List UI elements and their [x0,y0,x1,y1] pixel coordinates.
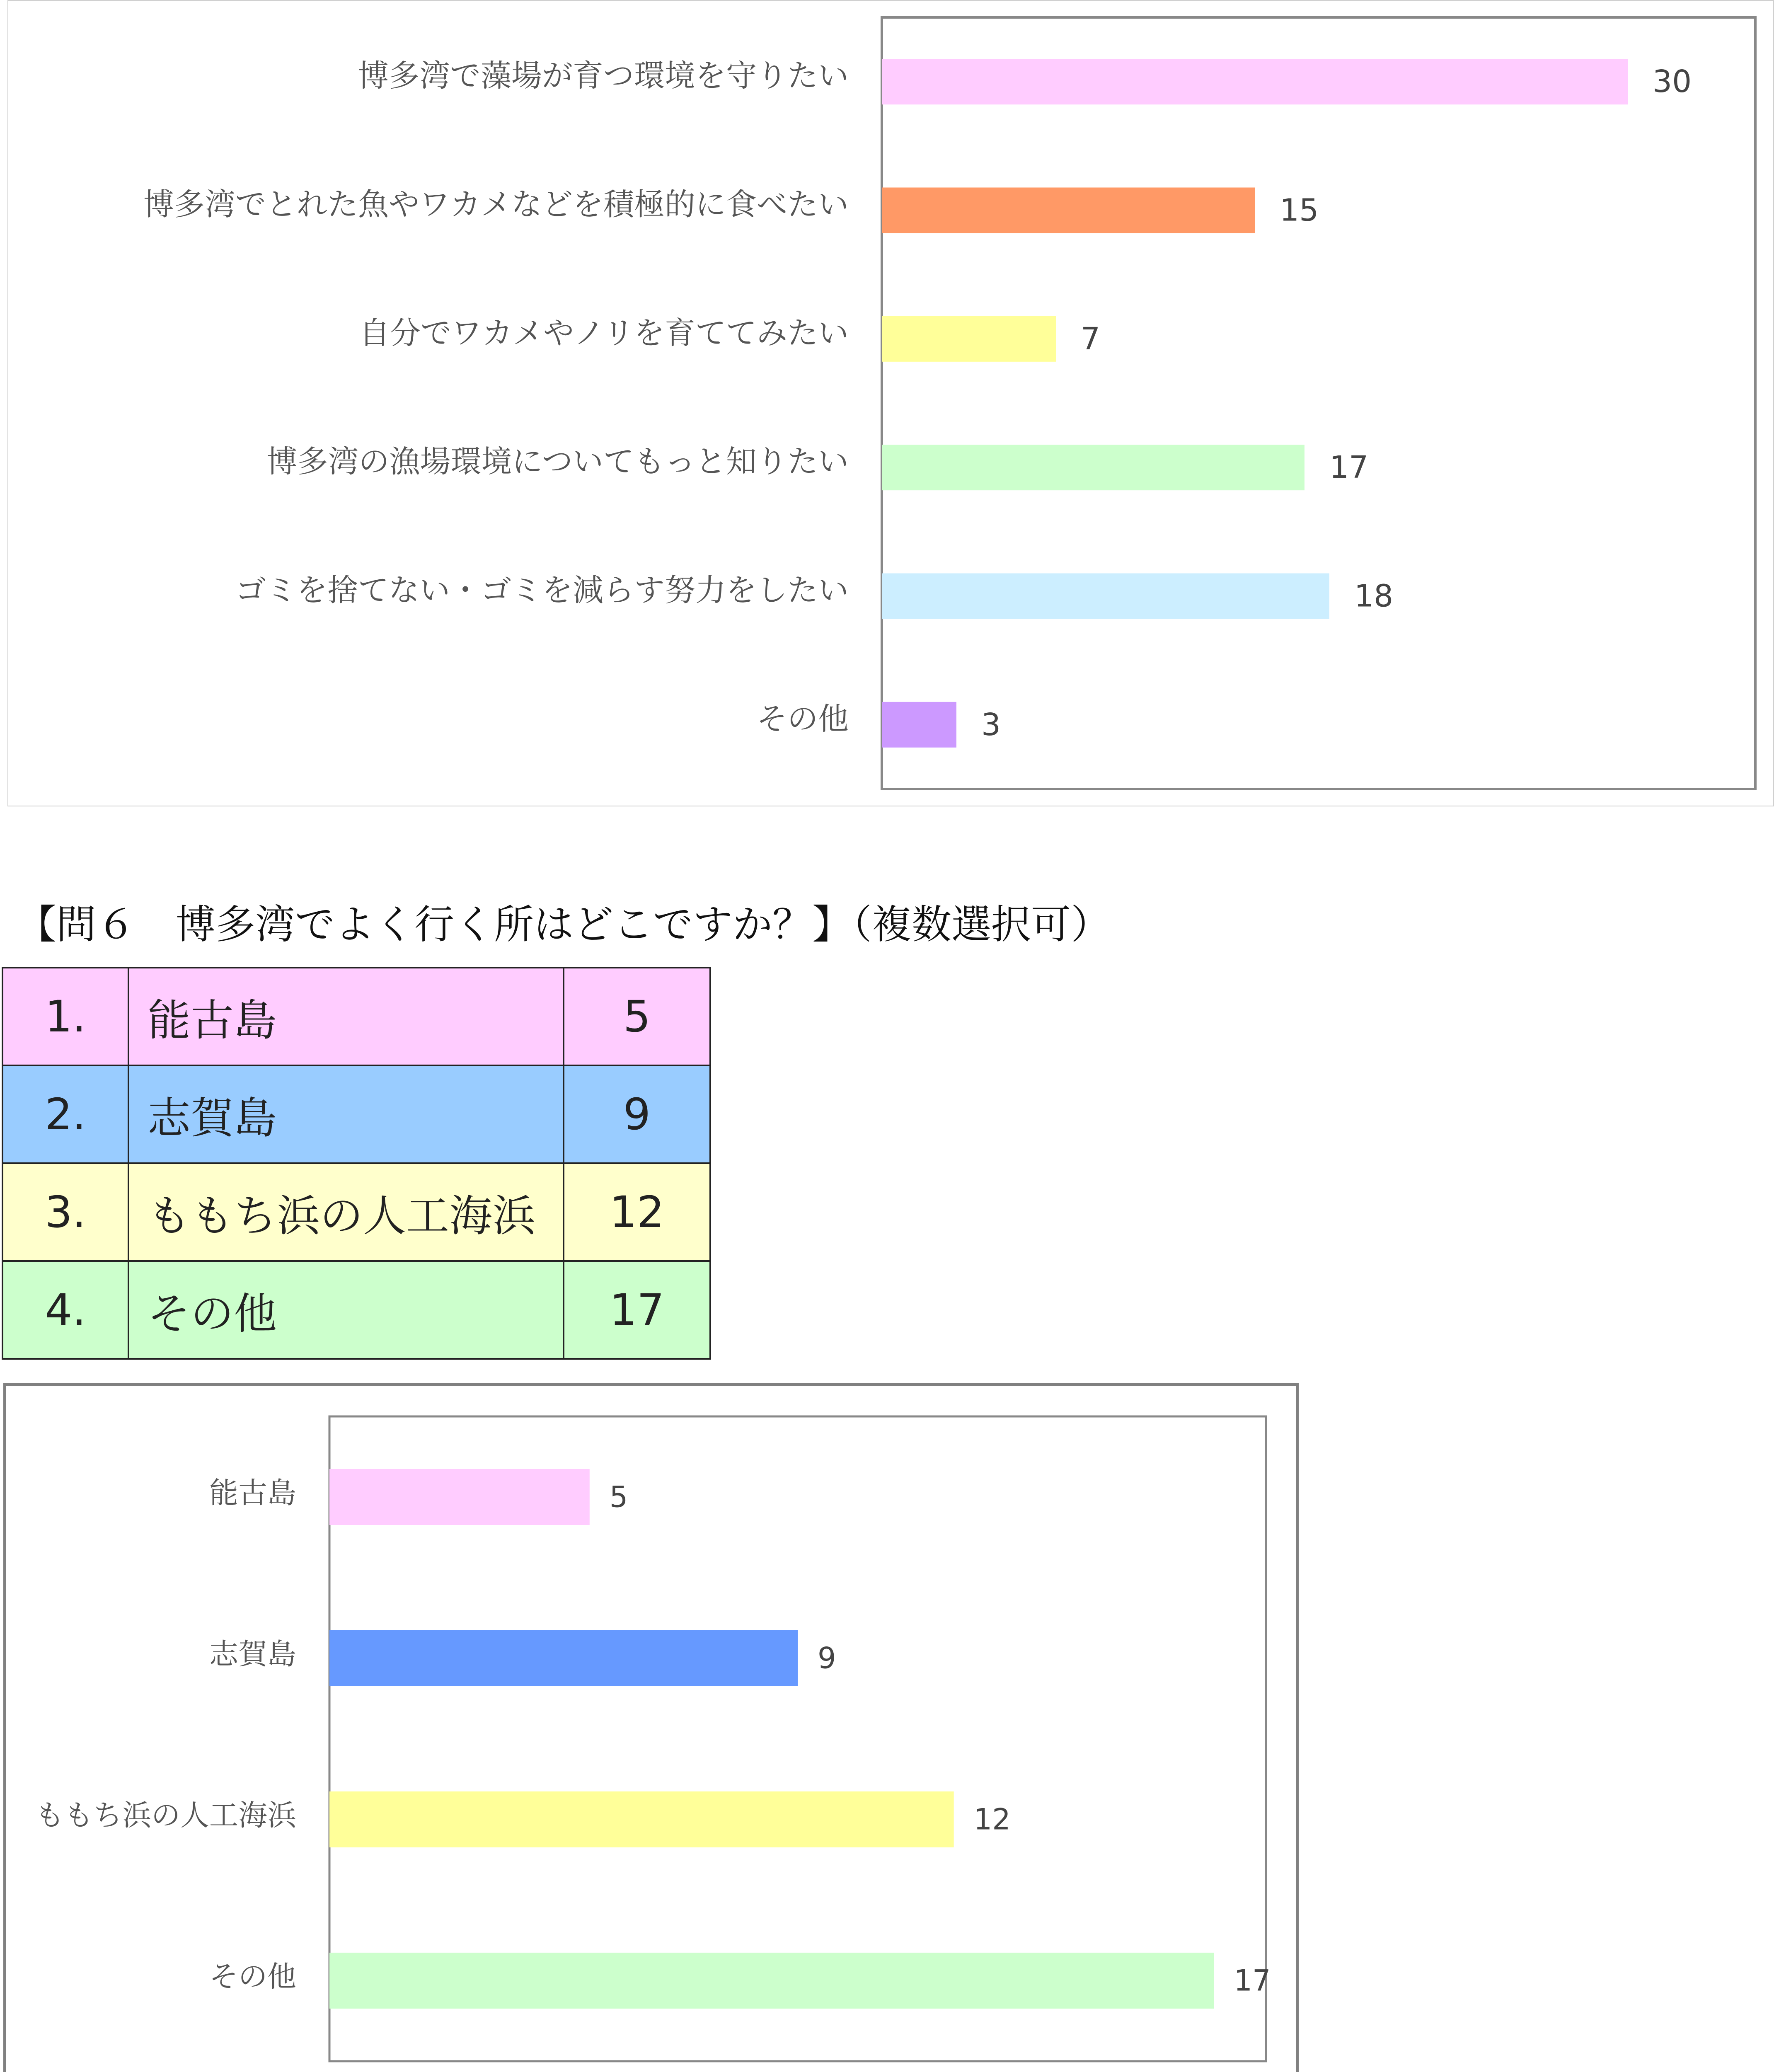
data-label-lower-2: 12 [973,1802,1011,1837]
bar-upper-3 [882,445,1304,490]
chart-upper-plot-area [882,17,1755,789]
row-name: 能古島 [128,968,564,1065]
category-label-upper-1: 博多湾でとれた魚やワカメなどを積極的に食べたい [143,186,849,223]
row-count: 17 [564,1261,710,1359]
category-label-upper-0: 博多湾で藻場が育つ環境を守りたい [358,58,849,94]
row-name: 志賀島 [128,1065,564,1163]
table-row [2,1065,710,1163]
table-row [2,968,710,1065]
category-label-lower-3: その他 [209,1959,296,1994]
chart-lower [3,1383,1299,2072]
data-label-lower-0: 5 [609,1480,628,1514]
bar-upper-0 [882,59,1628,104]
bar-upper-2 [882,316,1056,362]
table-row [2,1163,710,1261]
chart-upper [7,0,1774,806]
category-label-upper-2: 自分でワカメやノリを育ててみたい [359,315,849,351]
data-label-upper-4: 18 [1354,578,1394,614]
bar-lower-1 [329,1630,798,1686]
bar-lower-3 [329,1953,1214,2009]
bar-upper-4 [882,574,1329,619]
data-label-upper-2: 7 [1081,321,1101,357]
bar-upper-5 [882,702,956,748]
data-label-upper-5: 3 [981,707,1001,743]
category-label-upper-5: その他 [757,701,849,737]
data-label-lower-3: 17 [1234,1963,1271,1998]
row-count: 5 [564,968,710,1065]
row-name: ももち浜の人工海浜 [128,1163,564,1261]
question-6-heading: 【問６ 博多湾でよく行く所はどこですか？】（複数選択可） [17,901,1111,948]
row-count: 12 [564,1163,710,1261]
row-number: 4. [2,1261,128,1359]
category-label-upper-4: ゴミを捨てない・ゴミを減らす努力をしたい [235,572,849,608]
data-label-upper-3: 17 [1329,450,1369,486]
data-label-upper-0: 30 [1653,64,1692,100]
table-row [2,1261,710,1359]
bar-lower-2 [329,1791,954,1847]
data-label-lower-1: 9 [818,1641,836,1675]
row-number: 1. [2,968,128,1065]
bar-upper-1 [882,188,1255,233]
bar-lower-0 [329,1469,590,1525]
row-name: その他 [128,1261,564,1359]
row-count: 9 [564,1065,710,1163]
category-label-lower-1: 志賀島 [209,1637,296,1671]
category-label-upper-3: 博多湾の漁場環境についてもっと知りたい [266,444,849,480]
category-label-lower-0: 能古島 [209,1476,296,1510]
row-number: 3. [2,1163,128,1261]
row-number: 2. [2,1065,128,1163]
data-label-upper-1: 15 [1280,192,1319,228]
q6-table [2,967,711,1360]
category-label-lower-2: ももち浜の人工海浜 [35,1798,296,1832]
